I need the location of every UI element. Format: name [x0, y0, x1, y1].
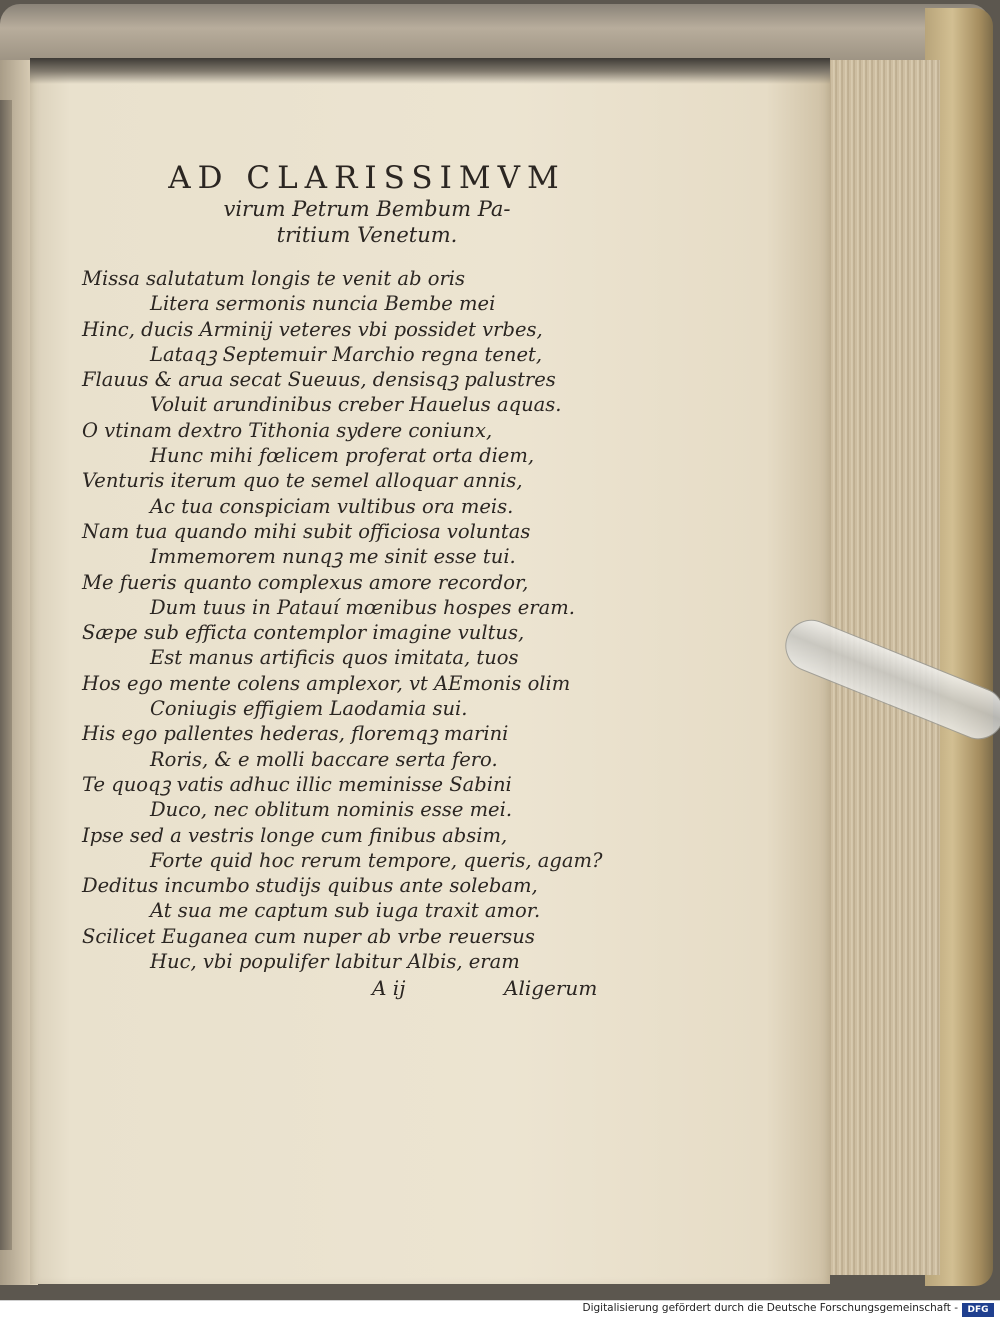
verse-line: Flauus & arua secat Sueuus, densisqꝫ palustres [82, 368, 556, 392]
verse-line: Forte quid hoc rerum tempore, queris, agam? [150, 848, 603, 872]
verse-line: Litera sermonis nuncia Bembe mei [150, 292, 496, 316]
verse-line: Voluit arundinibus creber Hauelus aquas. [150, 393, 562, 417]
heading-title: AD CLARISSIMVM [168, 160, 566, 196]
verse-line: Sæpe sub efficta contemplor imagine vultus, [82, 621, 525, 645]
footer-credit: Digitalisierung gefördert durch die Deutsche Forschungsgemeinschaft - [582, 1302, 958, 1314]
book-cover-top [0, 4, 990, 64]
verse-line: Te quoqꝫ vatis adhuc illic meminisse Sabini [82, 772, 512, 796]
page-top-shadow [30, 58, 830, 84]
poem-verse [82, 266, 622, 974]
poem-heading [112, 160, 622, 248]
binding-shadow [0, 100, 12, 1250]
page-text [82, 160, 622, 1006]
verse-line: Hunc mihi fœlicem proferat orta diem, [150, 444, 535, 468]
heading-subtitle-1: virum Petrum Bembum Pa- [223, 197, 511, 221]
verse-line: Me fueris quanto complexus amore recordor, [82, 570, 529, 594]
verse-line: Missa salutatum longis te venit ab oris [82, 267, 466, 290]
page-footer-marks [82, 976, 622, 1006]
verse-line: Ipse sed a vestris longe cum finibus absim, [82, 823, 508, 847]
verse-line: Immemorem nunqꝫ me sinit esse tui. [150, 545, 516, 569]
heading-subtitle-2: tritium Venetum. [276, 223, 458, 247]
verse-line: His ego pallentes hederas, floremqꝫ marini [82, 722, 509, 746]
verse-line: Hos ego mente colens amplexor, vt AEmonis olim [82, 671, 571, 695]
verse-line: Est manus artificis quos imitata, tuos [150, 646, 519, 670]
verse-line: Venturis iterum quo te semel alloquar annis, [82, 469, 523, 493]
verse-line: Deditus incumbo studijs quibus ante solebam, [82, 874, 538, 898]
verse-line: O vtinam dextro Tithonia sydere coniunx, [82, 418, 493, 442]
verse-line: Duco, nec oblitum nominis esse mei. [150, 798, 513, 822]
catchword: Aligerum [504, 976, 598, 1001]
verse-line: Coniugis effigiem Laodamia sui. [150, 697, 468, 721]
verse-line: Scilicet Euganea cum nuper ab vrbe reuersus [82, 924, 535, 948]
digitization-footer [0, 1300, 1000, 1319]
verse-line: Hinc, ducis Arminij veteres vbi possidet vrbes, [82, 317, 543, 341]
verse-line: Nam tua quando mihi subit officiosa voluntas [82, 519, 531, 543]
signature-mark: A ij [372, 976, 406, 1001]
verse-line: At sua me captum sub iuga traxit amor. [150, 899, 541, 923]
dfg-logo: DFG [962, 1303, 994, 1317]
verse-line: Dum tuus in Patauí mœnibus hospes eram. [150, 595, 575, 619]
verse-line: Ac tua conspiciam vultibus ora meis. [150, 494, 514, 518]
verse-line: Huc, vbi populifer labitur Albis, eram [150, 950, 520, 974]
verse-line: Roris, & e molli baccare serta fero. [150, 747, 498, 771]
verse-line: Lataqꝫ Septemuir Marchio regna tenet, [150, 342, 543, 366]
